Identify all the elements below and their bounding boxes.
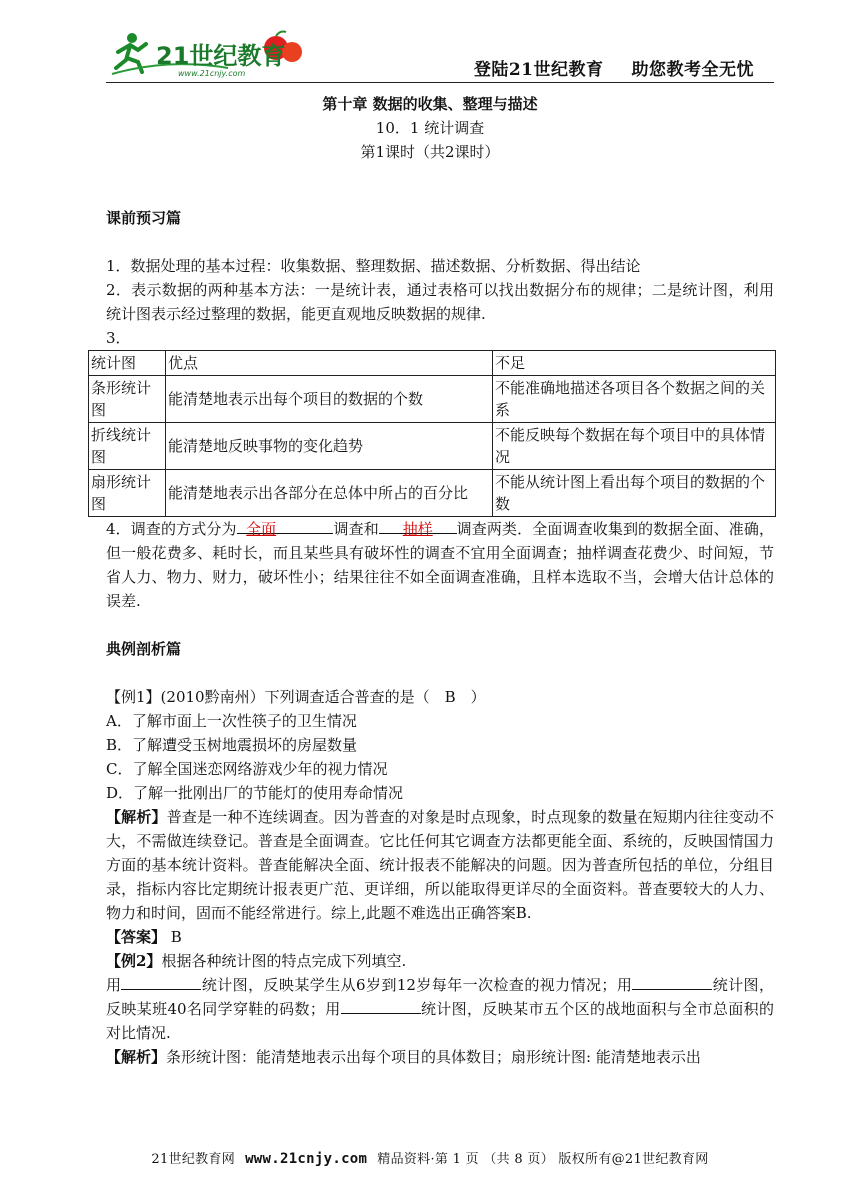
header-slogan (446, 55, 754, 80)
logo-graphic (108, 28, 308, 80)
table-row (89, 423, 776, 470)
blank-text: 统计图，反映某市五个区的战地面积与全市总面积的对比情况. (106, 1000, 774, 1042)
header-divider (106, 82, 774, 83)
answer-text: B (166, 928, 182, 946)
table-cell-con: 不能反映每个数据在每个项目中的具体情况 (493, 423, 776, 470)
page-content (91, 206, 774, 1069)
answer-1: 全面 (246, 520, 277, 538)
preview-heading: 课前预习篇 (106, 209, 182, 227)
examples-heading: 典例剖析篇 (106, 640, 182, 658)
example-1-option: A．了解市面上一次性筷子的卫生情况 (106, 712, 357, 730)
footer-left: 21世纪教育网 (151, 1152, 236, 1167)
table-header-cell: 统计图 (89, 351, 166, 376)
item4-rest: 调查两类．全面调查收集到的数据全面、准确，但一般花费多、耗时长，而且某些具有破坏性的调查不宜用全面调查；抽样调查花费少、时间短，节省人力、物力、财力，破坏性小；结果往往不如全面调查准确，且样本选取不当，会增大估计总体的误差. (106, 520, 774, 610)
lesson-title: 第1课时（共2课时） (360, 143, 500, 161)
analysis-text: 条形统计图：能清楚地表示出每个项目的具体数目；扇形统计图: 能清楚地表示出 (166, 1048, 701, 1066)
table-cell-pro: 能清楚地反映事物的变化趋势 (166, 423, 493, 470)
blank-text: 统计图，反映某班40名同学穿鞋的码数；用 (106, 976, 774, 1018)
logo-url: www.21cnjy.com (178, 69, 246, 78)
answer-label: 【答案】 (106, 928, 167, 946)
example-1-option: B．了解遭受玉树地震损坏的房屋数量 (106, 736, 358, 754)
blank-text: 用 (106, 976, 122, 994)
blank-text: 统计图，反映某学生从6岁到12岁每年一次检查的视力情况；用 (201, 976, 633, 994)
table-header-cell: 不足 (493, 351, 776, 376)
item4-mid: 调查和 (333, 520, 379, 538)
table-cell-chart-name: 折线统计图 (89, 423, 166, 470)
example-2-analysis (106, 1045, 774, 1069)
page-header (0, 0, 860, 84)
table-header-row (89, 351, 776, 376)
table-header-cell: 优点 (166, 351, 493, 376)
preview-item-3: 3． (106, 329, 131, 347)
preview-item-4 (106, 517, 774, 613)
item4-prefix: 4．调查的方式分为 (106, 520, 237, 538)
answer-blank-2 (379, 517, 457, 538)
table-row (89, 470, 776, 517)
preview-item-1: 1．数据处理的基本过程：收集数据、整理数据、描述数据、分析数据、得出结论 (106, 257, 641, 275)
chapter-title: 第十章 数据的收集、整理与描述 (322, 95, 538, 113)
table-cell-chart-name: 扇形统计图 (89, 470, 166, 517)
table-row (89, 376, 776, 423)
example-2-label: 【例2】 (106, 952, 162, 970)
answer-2: 抽样 (402, 520, 433, 538)
slogan-right: 助您教考全无忧 (631, 60, 754, 80)
example-1-question: 【例1】(2010黔南州）下列调查适合普查的是（ B ） (106, 688, 486, 706)
table-cell-con: 不能准确地描述各项目各个数据之间的关系 (493, 376, 776, 423)
answer-blank-1 (237, 517, 334, 538)
fill-blank[interactable] (121, 973, 201, 990)
example-2-text: 根据各种统计图的特点完成下列填空. (161, 952, 407, 970)
footer-site-link[interactable]: www.21cnjy.com (245, 1151, 368, 1167)
example-2-question (106, 949, 774, 973)
table-cell-pro: 能清楚地表示出每个项目的数据的个数 (166, 376, 493, 423)
fill-blank[interactable] (632, 973, 712, 990)
logo-text: 21世纪教育 (156, 42, 286, 70)
example-2-blanks (106, 973, 774, 1045)
analysis-text: 普查是一种不连续调查。因为普查的对象是时点现象，时点现象的数量在短期内往往变动不大，不需做连续登记。普查是全面调查。它比任何其它调查方法都更能全面、系统的，反映国情国力方面的基本统计资料。普查能解决全面、统计报表不能解决的问题。因为普查所包括的单位，分组目录，指标内容比定期统计报表更广范、更详细，所以能取得更详尽的全面资料。普查要较大的人力、物力和时间，固而不能经常进行。综上,此题不难选出正确答案B. (106, 808, 774, 922)
slogan-left: 登陆21世纪教育 (473, 60, 604, 80)
analysis-label: 【解析】 (106, 808, 167, 826)
table-cell-con: 不能从统计图上看出每个项目的数据的个数 (493, 470, 776, 517)
example-1-option: D．了解一批刚出厂的节能灯的使用寿命情况 (106, 784, 404, 802)
example-1-analysis (106, 805, 774, 925)
example-1-option: C．了解全国迷恋网络游戏少年的视力情况 (106, 760, 388, 778)
section-title: 10．1 统计调查 (375, 119, 485, 137)
table-cell-pro: 能清楚地表示出各部分在总体中所占的百分比 (166, 470, 493, 517)
site-logo[interactable] (108, 28, 308, 80)
example-1-answer (106, 925, 774, 949)
table-cell-chart-name: 条形统计图 (89, 376, 166, 423)
title-block (0, 92, 860, 164)
preview-item-2: 2．表示数据的两种基本方法：一是统计表，通过表格可以找出数据分布的规律；二是统计图，利用统计图表示经过整理的数据，能更直观地反映数据的规律. (106, 281, 774, 323)
analysis-label: 【解析】 (106, 1048, 167, 1066)
page-footer (0, 1148, 860, 1167)
chart-comparison-table (88, 350, 776, 517)
footer-middle: 精品资料·第 1 页 （共 8 页） 版权所有@21世纪教育网 (377, 1152, 709, 1167)
fill-blank[interactable] (341, 997, 421, 1014)
